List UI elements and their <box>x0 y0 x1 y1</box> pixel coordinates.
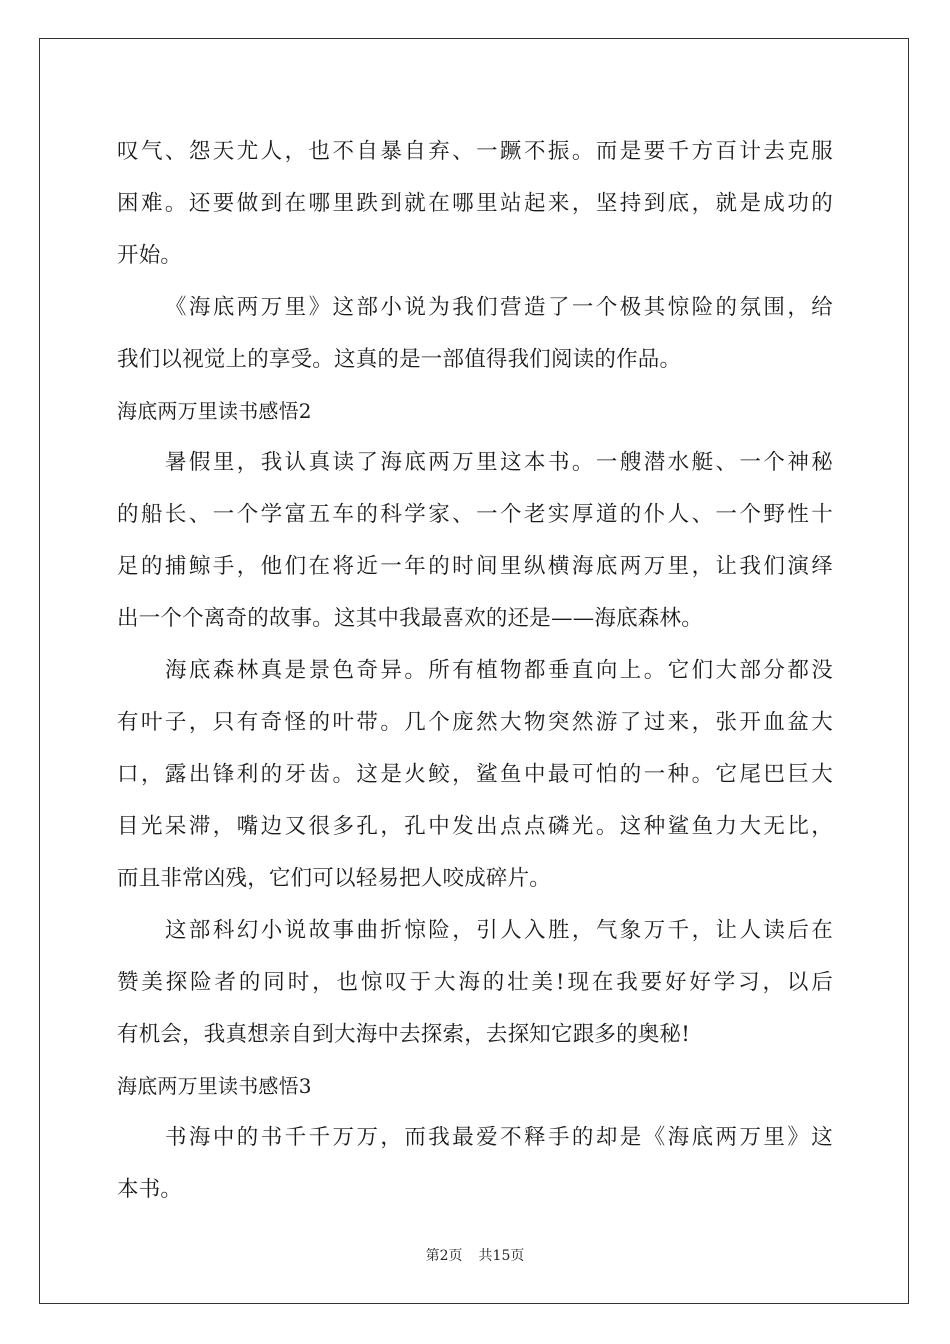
text-line: 《海底两万里》这部小说为我们营造了一个极其惊险的氛围，给 <box>165 295 833 320</box>
paragraph <box>117 1112 833 1216</box>
page-total: 共15页 <box>478 1248 525 1264</box>
text-line: 叹气、怨天尤人，也不自暴自弃、一蹶不振。而是要千方百计去克服 <box>117 139 833 164</box>
text-line: 书海中的书千千万万，而我最爱不释手的却是《海底两万里》这 <box>165 1125 833 1150</box>
text-line: 开始。 <box>117 243 183 268</box>
paragraph <box>117 905 833 1061</box>
text-line: 我们以视觉上的享受。这真的是一部值得我们阅读的作品。 <box>117 347 682 372</box>
text-line: 海底森林真是景色奇异。所有植物都垂直向上。它们大部分都没 <box>165 658 833 683</box>
text-line: 而且非常凶残，它们可以轻易把人咬成碎片。 <box>117 866 552 891</box>
text-line: 赞美探险者的同时，也惊叹于大海的壮美!现在我要好好学习，以后 <box>117 970 833 995</box>
paragraph <box>117 126 833 282</box>
paragraph <box>117 645 833 905</box>
text-line: 有叶子，只有奇怪的叶带。几个庞然大物突然游了过来，张开血盆大 <box>117 710 833 735</box>
section-heading: 海底两万里读书感悟3 <box>117 1074 312 1098</box>
text-line: 的船长、一个学富五车的科学家、一个老实厚道的仆人、一个野性十 <box>117 502 833 527</box>
page-footer <box>0 1245 950 1265</box>
text-line: 出一个个离奇的故事。这其中我最喜欢的还是——海底森林。 <box>117 606 703 631</box>
page-number: 第2页 <box>425 1248 463 1264</box>
text-line: 目光呆滞，嘴边又很多孔，孔中发出点点磷光。这种鲨鱼力大无比， <box>117 814 833 839</box>
text-line: 暑假里，我认真读了海底两万里这本书。一艘潜水艇、一个神秘 <box>165 450 833 475</box>
text-line: 困难。还要做到在哪里跌到就在哪里站起来，坚持到底，就是成功的 <box>117 191 833 216</box>
text-line: 这部科幻小说故事曲折惊险，引人入胜，气象万千，让人读后在 <box>165 918 833 943</box>
text-line: 足的捕鲸手，他们在将近一年的时间里纵横海底两万里，让我们演绎 <box>117 554 833 579</box>
document-body <box>117 126 833 1216</box>
text-line: 口，露出锋利的牙齿。这是火鲛，鲨鱼中最可怕的一种。它尾巴巨大 <box>117 762 833 787</box>
text-line: 本书。 <box>117 1177 183 1202</box>
paragraph <box>117 437 833 645</box>
text-line: 有机会，我真想亲自到大海中去探索，去探知它跟多的奥秘! <box>117 1022 691 1047</box>
section-heading: 海底两万里读书感悟2 <box>117 399 312 423</box>
paragraph <box>117 282 833 386</box>
